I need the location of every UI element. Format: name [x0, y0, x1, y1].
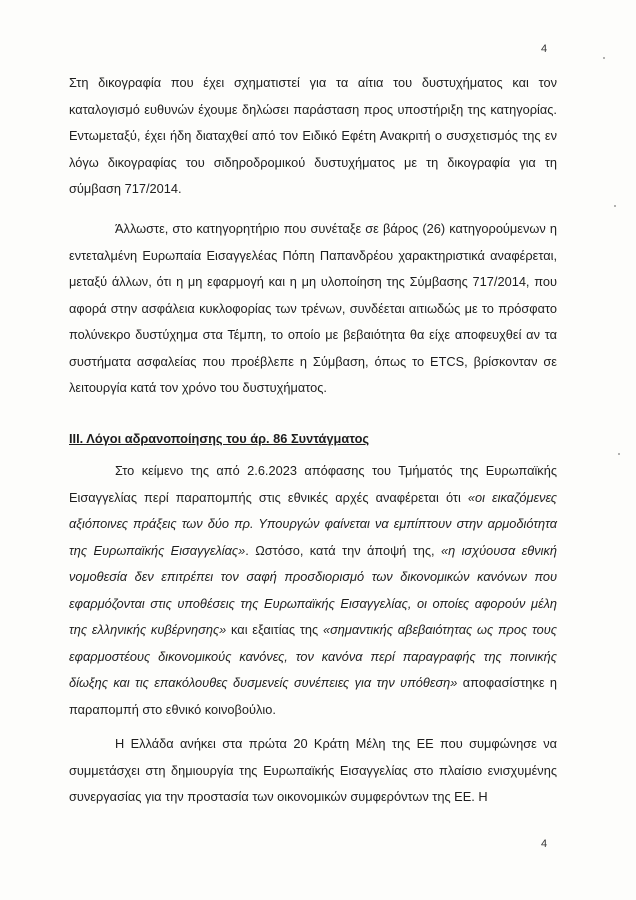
page-number-bottom: 4 [541, 838, 548, 850]
paragraph-4-text: Η Ελλάδα ανήκει στα πρώτα 20 Κράτη Μέλη της ΕΕ που συμφώνησε να συμμετάσχει στη δημιουργία της Ευρωπαϊκής Εισαγγελίας στο πλαίσιο ενισχυμένης συνεργασίας για την προστασία των οικονομικών συμφερόντων της ΕΕ. Η [69, 736, 557, 804]
paragraph-3-run-3: και εξαιτίας της [226, 622, 323, 637]
paragraph-3-run-2: . Ωστόσο, κατά την άποψή της, [245, 542, 441, 558]
paragraph-2 [69, 216, 557, 402]
paragraph-4 [69, 731, 557, 811]
page-number-top: 4 [541, 43, 548, 55]
scan-speck [614, 205, 616, 207]
section-heading: ΙΙΙ. Λόγοι αδρανοποίησης του άρ. 86 Συντάγματος [69, 431, 370, 446]
paragraph-3-run-4: αποφασίστηκε η παραπομπή στο εθνικό κοινοβούλιο. [69, 675, 557, 717]
paragraph-3-quote-3: «σημαντικής αβεβαιότητας ως προς τους εφαρμοστέους δικονομικούς κανόνες, τον κανόνα περί παραγραφής της ποινικής δίωξης και τις επακόλουθες δυσμενείς συνέπειες για την υπόθεση» [69, 622, 557, 690]
paragraph-3-quote-2: «η ισχύουσα εθνική νομοθεσία δεν επιτρέπει τον σαφή προσδιορισμό των δικονομικών κανόνων που εφαρμόζονται στις υποθέσεις της Ευρωπαϊκής Εισαγγελίας, οι οποίες αφορούν μέλη της ελληνικής κυβέρνησης» [69, 542, 557, 637]
paragraph-3-text [69, 458, 557, 723]
paragraph-3 [69, 458, 557, 723]
paragraph-1 [69, 70, 557, 203]
scan-speck [603, 57, 605, 59]
paragraph-2-text: Άλλωστε, στο κατηγορητήριο που συνέταξε σε βάρος (26) κατηγορούμενων η εντεταλμένη Ευρωπαία Εισαγγελέας Πόπη Παπανδρέου χαρακτηριστικά αναφέρεται, μεταξύ άλλων, ότι η μη εφαρμογή και η μη υλοποίηση της Σύμβασης 717/2014, που αφορά στην ασφάλεια κυκλοφορίας των τρένων, συνδέεται αιτιωδώς με το πρόσφατο πολύνεκρο δυστύχημα στα Τέμπη, το οποίο με βεβαιότητα θα είχε αποφευχθεί αν τα συστήματα ασφαλείας που προέβλεπε η Σύμβαση, όπως το ETCS, βρίσκονταν σε λειτουργία κατά τον χρόνο του δυστυχήματος. [69, 221, 557, 395]
paragraph-1-text: Στη δικογραφία που έχει σχηματιστεί για τα αίτια του δυστυχήματος και τον καταλογισμό ευθυνών έχουμε δηλώσει παράσταση προς υποστήριξη της κατηγορίας. Εντωμεταξύ, έχει ήδη διαταχθεί από τον Ειδικό Εφέτη Ανακριτή ο συσχετισμός της εν λόγω δικογραφίας του σιδηροδρομικού δυστυχήματος με τη δικογραφία για τη σύμβαση 717/2014. [69, 75, 557, 196]
scan-speck [618, 453, 620, 455]
paragraph-3-run-1: Στο κείμενο της από 2.6.2023 απόφασης του Τμήματός της Ευρωπαϊκής Εισαγγελίας περί παραπομπής στις εθνικές αρχές αναφέρεται ότι [69, 463, 557, 505]
paragraph-3-quote-1: «οι εικαζόμενες αξιόποινες πράξεις των δύο πρ. Υπουργών φαίνεται να εμπίπτουν στην αρμοδιότητα της Ευρωπαϊκής Εισαγγελίας» [69, 489, 557, 558]
